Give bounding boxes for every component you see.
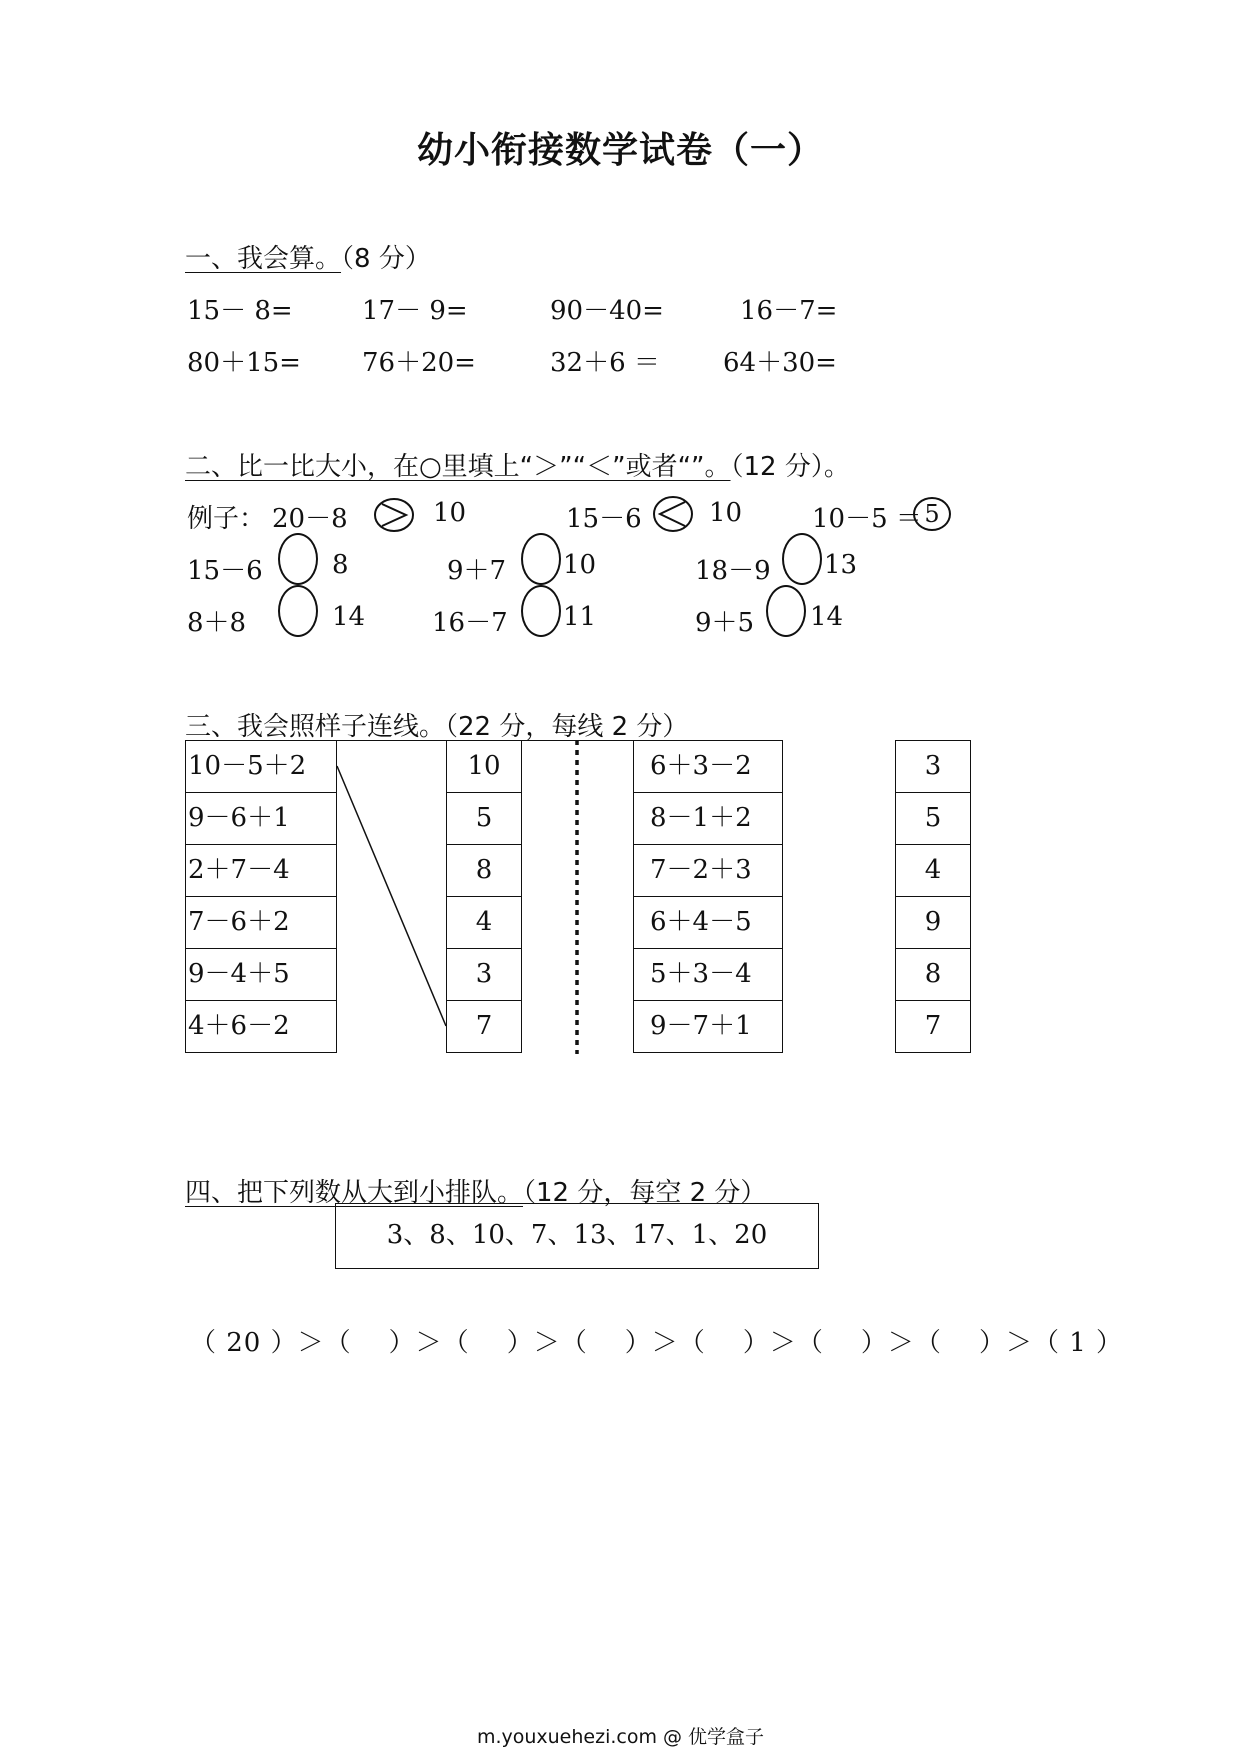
compare-left: 16－7 xyxy=(432,608,508,638)
compare-left: 8＋8 xyxy=(187,608,247,638)
footer-watermark: m.youxuehezi.com @ 优学盒子 xyxy=(476,1726,765,1748)
s1-eq: 64＋30= xyxy=(723,348,837,378)
right-answer-cell[interactable]: 4 xyxy=(895,844,971,897)
numbers-box: 3、8、10、7、13、17、1、20 xyxy=(335,1203,819,1269)
s1-eq: 90－40= xyxy=(550,296,664,326)
example-left: 15－6 xyxy=(566,504,642,534)
right-answer-cell[interactable]: 3 xyxy=(895,740,971,793)
s1-eq: 15－ 8= xyxy=(187,296,293,326)
compare-right: 13 xyxy=(824,550,858,580)
example-left: 10－5 ＝ xyxy=(812,504,922,534)
last-answer: 1 xyxy=(1069,1328,1087,1358)
first-answer: 20 xyxy=(226,1328,262,1358)
section1-score: （8 分） xyxy=(341,244,431,274)
right-expr-cell[interactable]: 8－1＋2 xyxy=(633,792,783,845)
compare-right: 14 xyxy=(810,602,844,632)
compare-right: 14 xyxy=(332,602,366,632)
section2-heading-text: 二、比一比大小，在○里填上“＞”“＜”或者“”。 xyxy=(185,452,731,482)
s1-eq: 76＋20= xyxy=(362,348,476,378)
compare-left: 18－9 xyxy=(695,556,771,586)
left-expr-cell[interactable]: 9－4＋5 xyxy=(185,948,337,1001)
s1-eq: 17－ 9= xyxy=(362,296,468,326)
left-expr-cell[interactable]: 4＋6－2 xyxy=(185,1000,337,1053)
section4-heading-text: 四、把下列数从大到小排队。 xyxy=(185,1178,524,1208)
right-expr-cell[interactable]: 6＋4－5 xyxy=(633,896,783,949)
right-answer-cell[interactable]: 8 xyxy=(895,948,971,1001)
left-answer-cell[interactable]: 10 xyxy=(446,740,522,793)
example-circled-answer: 5 xyxy=(913,497,951,531)
example-label: 例子： xyxy=(187,504,266,534)
example-right: 10 xyxy=(433,498,467,528)
section4-score: （12 分，每空 2 分） xyxy=(523,1178,767,1208)
compare-left: 9＋5 xyxy=(695,608,755,638)
section1-heading-text: 一、我会算。 xyxy=(185,244,342,274)
right-answer-cell[interactable]: 5 xyxy=(895,792,971,845)
right-answer-cell[interactable]: 7 xyxy=(895,1000,971,1053)
right-expr-cell[interactable]: 6＋3－2 xyxy=(633,740,783,793)
s1-eq: 32＋6 ＝ xyxy=(550,348,660,378)
ordering-answer-row: （ 20 ）＞（ ）＞（ ）＞（ ）＞（ ）＞（ ）＞（ ）＞（ 1 ） xyxy=(190,1328,1124,1358)
example-left: 20－8 xyxy=(272,504,348,534)
right-expr-cell[interactable]: 9－7＋1 xyxy=(633,1000,783,1053)
left-answer-cell[interactable]: 3 xyxy=(446,948,522,1001)
section3-heading-text: 三、我会照样子连线。 xyxy=(185,712,446,742)
right-answer-cell[interactable]: 9 xyxy=(895,896,971,949)
left-answer-cell[interactable]: 4 xyxy=(446,896,522,949)
left-expr-cell[interactable]: 10－5＋2 xyxy=(185,740,337,793)
s1-eq: 16－7= xyxy=(740,296,838,326)
right-expr-cell[interactable]: 5＋3－4 xyxy=(633,948,783,1001)
left-answer-cell[interactable]: 8 xyxy=(446,844,522,897)
section3-score: （22 分，每线 2 分） xyxy=(445,712,689,742)
compare-right: 11 xyxy=(563,602,597,632)
compare-left: 15－6 xyxy=(187,556,263,586)
compare-right: 10 xyxy=(563,550,597,580)
left-answer-cell[interactable]: 5 xyxy=(446,792,522,845)
s1-eq: 80＋15= xyxy=(187,348,301,378)
right-expr-cell[interactable]: 7－2＋3 xyxy=(633,844,783,897)
section2-score: （12 分）。 xyxy=(730,452,850,482)
left-expr-cell[interactable]: 9－6＋1 xyxy=(185,792,337,845)
left-expr-cell[interactable]: 7－6＋2 xyxy=(185,896,337,949)
left-answer-cell[interactable]: 7 xyxy=(446,1000,522,1053)
page-title: 幼小衔接数学试卷（一） xyxy=(416,130,824,171)
compare-left: 9＋7 xyxy=(447,556,507,586)
example-right: 10 xyxy=(709,498,743,528)
left-expr-cell[interactable]: 2＋7－4 xyxy=(185,844,337,897)
compare-right: 8 xyxy=(332,550,349,580)
